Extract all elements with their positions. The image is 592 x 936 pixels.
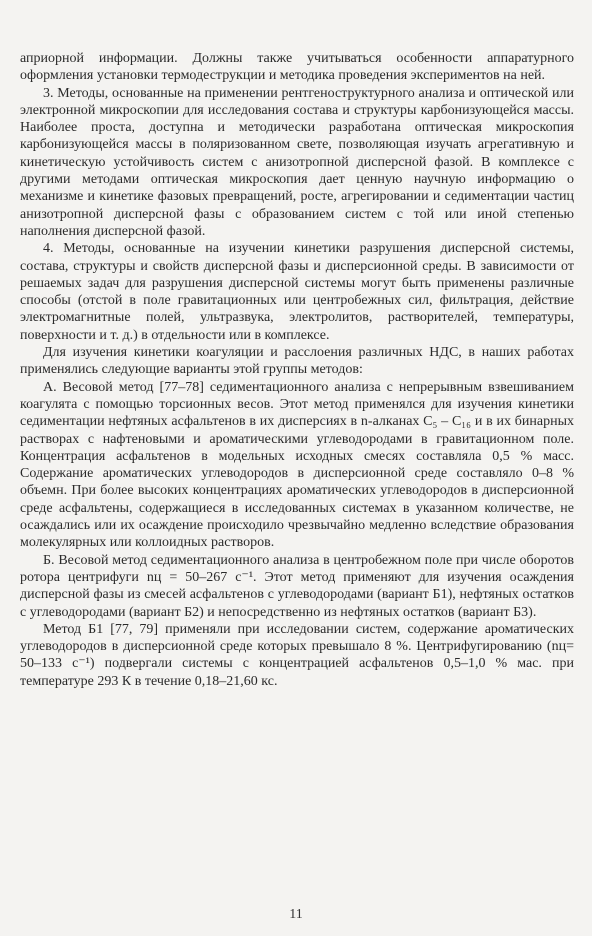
paragraph-continuation: априорной информации. Должны также учитываться особенности аппаратурного оформления установки термодеструкции и методика проведения экспериментов на ней. (20, 51, 574, 84)
paragraph-method-3: 3. Методы, основанные на применении рентгеноструктурного анализа и оптической или электронной микроскопии для исследования состава и структуры карбонизующейся массы. Наиболее проста, доступна и методически разработана оптическая микроскопия карбонизующейся массы в поляризованном свете, позволяющая изучать агрегативную и кинетическую устойчивость систем с анизотропной дисперсной фазой. В комплексе с другими методами оптическая микроскопия дает ценную научную информацию о механизме и кинетике фазовых превращений, росте, агрегировании и седиментации частиц анизотропной дисперсной фазы с образованием систем с той или иной степенью наполнения дисперсной фазой. (20, 85, 574, 239)
paragraph-method-4: 4. Методы, основанные на изучении кинетики разрушения дисперсной системы, состава, структуры и свойств дисперсной фазы и дисперсионной среды. В зависимости от решаемых задач для разрушения дисперсной системы могут быть применены различные способы (отстой в поле гравитационных или центробежных сил, фильтрация, действие электромагнитные полей, ультразвука, электролитов, растворителей, температуры, поверхности и т. д.) в отдельности или в комплексе. (20, 241, 574, 343)
paragraph-variant-a: А. Весовой метод [77–78] седиментационного анализа с непрерывным взвешиванием коагулята с помощью торсионных весов. Этот метод применялся для изучения кинетики седиментации нефтяных асфальтенов в их дисперсиях в n-алканах C₅ – C₁₆ и в их бинарных растворах с нафтеновыми и ароматическими углеводородами в гравитационном поле. Концентрация асфальтенов в модельных исходных смесях составляла 0,5 % масс. Содержание ароматических углеводородов в дисперсионной среде составляло 0–8 % объемн. При более высоких концентрациях ароматических углеводородов в дисперсионной среде асфальтены, содержащиеся в исследованных системах в указанном количестве, не осаждались или их осаждение происходило чрезвычайно медленно вследствие образования молекулярных или коллоидных растворов. (20, 379, 574, 551)
page-number: 11 (289, 907, 303, 922)
paragraph-variant-b: Б. Весовой метод седиментационного анализа в центробежном поле при числе оборотов ротора центрифуги nц = 50–267 с⁻¹. Этот метод применяют для изучения осаждения дисперсной фазы из смесей асфальтенов с углеводородами (вариант Б1), нефтяных остатков с углеводородами (вариант Б2) и непосредственно из нефтяных остатков (вариант Б3). (20, 552, 574, 620)
paragraph-intro-variants: Для изучения кинетики коагуляции и расслоения различных НДС, в наших работах применялись следующие варианты этой группы методов: (20, 345, 574, 378)
paragraph-method-b1: Метод Б1 [77, 79] применяли при исследовании систем, содержание ароматических углеводородов в дисперсионной среде которых превышало 8 %. Центрифугированию (nц= 50–133 с⁻¹) подвергали системы с концентрацией асфальтенов 0,5–1,0 % мас. при температуре 293 К в течение 0,18–21,60 кс. (20, 621, 574, 689)
body-text (20, 50, 574, 690)
